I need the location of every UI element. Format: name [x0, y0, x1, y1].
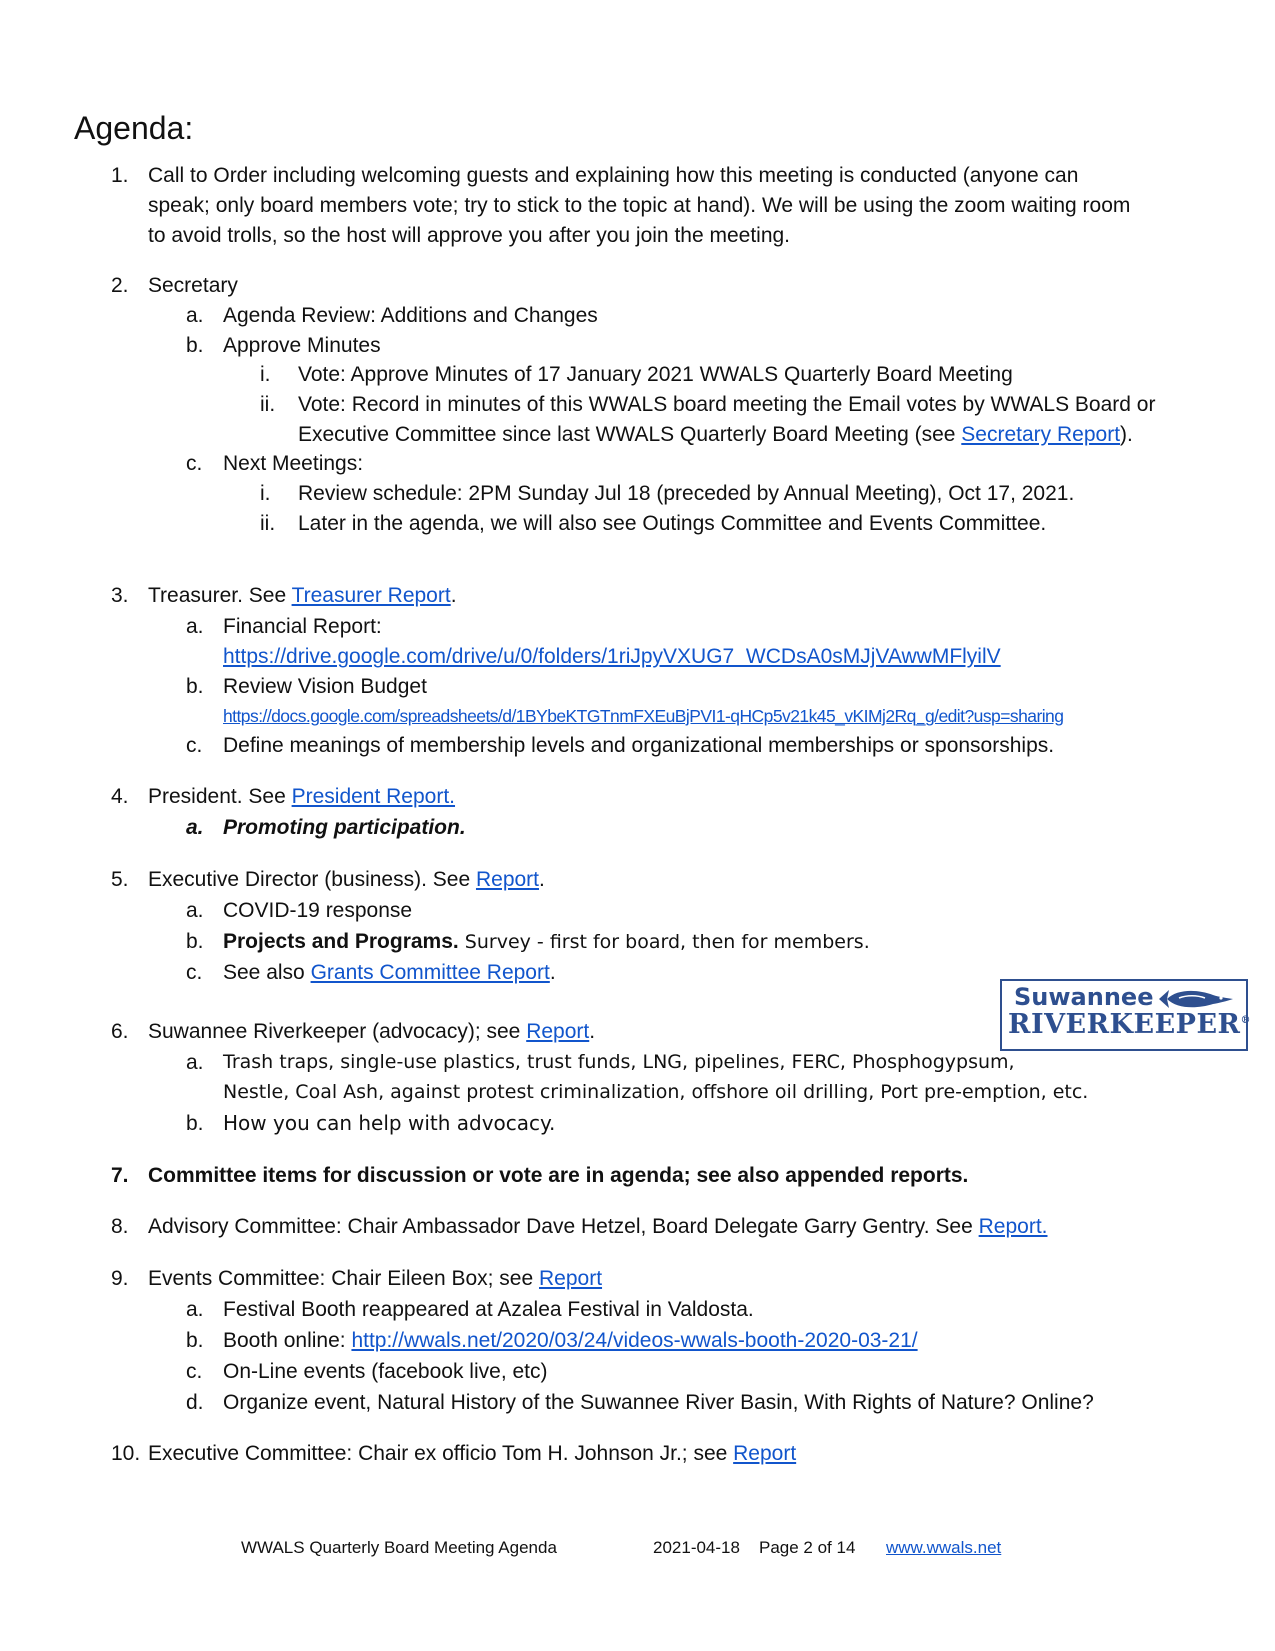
- text-run: .: [450, 584, 457, 607]
- subitem-letter: a.: [186, 899, 204, 922]
- item-number: 3.: [111, 584, 129, 607]
- subitem-letter: c.: [186, 961, 203, 984]
- text-run: President. See: [148, 785, 292, 808]
- subitem-text: On-Line events (facebook live, etc): [223, 1360, 548, 1383]
- subitem-letter: b.: [186, 1329, 204, 1352]
- logo-word: RIVERKEEPER: [1008, 1009, 1241, 1040]
- financial-report-url-link[interactable]: https://drive.google.com/drive/u/0/folders/1riJpyVXUG7_WCDsA0sMJjVAwwMFlyilV: [223, 645, 1001, 668]
- subitem-text: How you can help with advocacy.: [223, 1111, 556, 1135]
- text-run: ).: [1120, 423, 1133, 446]
- item-text-line: Call to Order including welcoming guests and explaining how this meeting is conducted (anyone can: [148, 164, 1079, 187]
- text-run: Suwannee Riverkeeper (advocacy); see: [148, 1020, 527, 1043]
- subsubitem-text: Later in the agenda, we will also see Outings Committee and Events Committee.: [298, 512, 1047, 535]
- subitem-letter: a.: [186, 304, 204, 327]
- events-report-link[interactable]: Report: [539, 1267, 603, 1290]
- item-text: Committee items for discussion or vote are in agenda; see also appended reports.: [148, 1164, 969, 1187]
- item-number: 2.: [111, 274, 129, 297]
- footer-date: 2021-04-18: [653, 1538, 740, 1557]
- footer-site-link[interactable]: www.wwals.net: [886, 1538, 1002, 1557]
- item-label: Secretary: [148, 274, 238, 297]
- subitem-letter: c.: [186, 452, 203, 475]
- subitem-text: Nestle, Coal Ash, against protest criminalization, offshore oil drilling, Port pre-emption, etc.: [223, 1081, 1089, 1103]
- subitem-text: Festival Booth reappeared at Azalea Festival in Valdosta.: [223, 1298, 754, 1321]
- text-run-bold: Projects and Programs.: [223, 930, 459, 953]
- subitem-letter: a.: [186, 1298, 204, 1321]
- subsubitem-text: [298, 419, 1238, 450]
- subsubitem-numeral: ii.: [260, 393, 276, 416]
- subitem-text: Approve Minutes: [223, 334, 381, 357]
- subitem-text: Financial Report:: [223, 615, 382, 638]
- subitem-text: Organize event, Natural History of the Suwannee River Basin, With Rights of Nature? Online?: [223, 1391, 1094, 1414]
- subitem-text: Define meanings of membership levels and organizational memberships or sponsorships.: [223, 734, 1055, 757]
- text-run: Advisory Committee: Chair Ambassador Dave Hetzel, Board Delegate Garry Gentry. See: [148, 1215, 979, 1238]
- item-text: [148, 580, 1228, 611]
- item-number: 10.: [111, 1442, 141, 1465]
- text-run: See also: [223, 961, 311, 984]
- subitem-letter: a.: [186, 1051, 204, 1074]
- item-number: 1.: [111, 164, 129, 187]
- item-text-line: speak; only board members vote; try to stick to the topic at hand). We will be using the zoom waiting room: [148, 194, 1131, 217]
- subsubitem-text: Vote: Record in minutes of this WWALS board meeting the Email votes by WWALS Board or: [298, 393, 1156, 416]
- item-number: 8.: [111, 1215, 129, 1238]
- vision-budget-url-link[interactable]: https://docs.google.com/spreadsheets/d/1BYbeKTGTnmFXEuBjPVI1-qHCp5v21k45_vKIMj2Rq_g/edit?usp=sharing: [223, 706, 1064, 726]
- text-run: .: [539, 868, 545, 891]
- secretary-report-link[interactable]: Secretary Report: [961, 423, 1121, 446]
- subitem-text: COVID-19 response: [223, 899, 413, 922]
- subitem-text: Agenda Review: Additions and Changes: [223, 304, 598, 327]
- text-run: Executive Director (business). See: [148, 868, 476, 891]
- item-number: 5.: [111, 868, 129, 891]
- text-run: Events Committee: Chair Eileen Box; see: [148, 1267, 540, 1290]
- executive-committee-report-link[interactable]: Report: [733, 1442, 797, 1465]
- executive-director-report-link[interactable]: Report: [475, 868, 539, 891]
- footer-page: Page 2 of 14: [759, 1538, 856, 1557]
- item-text: [148, 1263, 1228, 1294]
- subsubitem-numeral: i.: [260, 482, 271, 505]
- subitem-letter: d.: [186, 1391, 204, 1414]
- subsubitem-text: Vote: Approve Minutes of 17 January 2021 WWALS Quarterly Board Meeting: [298, 363, 1013, 386]
- subitem-letter: a.: [186, 816, 204, 839]
- item-text: [148, 1211, 1228, 1242]
- subsubitem-text: Review schedule: 2PM Sunday Jul 18 (preceded by Annual Meeting), Oct 17, 2021.: [298, 482, 1075, 505]
- subitem-letter: b.: [186, 930, 204, 953]
- subitem-letter: b.: [186, 334, 204, 357]
- subitem-text: Review Vision Budget: [223, 675, 427, 698]
- text-run: Executive Committee: Chair ex officio Tom H. Johnson Jr.; see: [148, 1442, 734, 1465]
- riverkeeper-report-link[interactable]: Report: [526, 1020, 590, 1043]
- item-text: [148, 1016, 1228, 1047]
- footer-title: WWALS Quarterly Board Meeting Agenda: [241, 1538, 557, 1557]
- subitem-letter: a.: [186, 615, 204, 638]
- text-run: Treasurer. See: [148, 584, 292, 607]
- subitem-text: [223, 926, 1233, 958]
- text-run: Executive Committee since last WWALS Quarterly Board Meeting (see: [298, 423, 962, 446]
- item-number: 6.: [111, 1020, 129, 1043]
- treasurer-report-link[interactable]: Treasurer Report: [291, 584, 451, 607]
- booth-online-url-link[interactable]: http://wwals.net/2020/03/24/videos-wwals-booth-2020-03-21/: [351, 1329, 918, 1352]
- registered-mark: ®: [1240, 1015, 1251, 1026]
- grants-committee-report-link[interactable]: Grants Committee Report: [310, 961, 550, 984]
- text-run: Survey - first for board, then for members.: [458, 931, 870, 953]
- president-report-link[interactable]: President Report.: [291, 785, 456, 808]
- item-number: 4.: [111, 785, 129, 808]
- subsubitem-numeral: ii.: [260, 512, 276, 535]
- text-run: .: [589, 1020, 596, 1043]
- item-text-line: to avoid trolls, so the host will approve you after you join the meeting.: [148, 224, 791, 247]
- subitem-text: Next Meetings:: [223, 452, 364, 475]
- subitem-letter: b.: [186, 1112, 204, 1135]
- subitem-letter: c.: [186, 734, 203, 757]
- subitem-text: [223, 1325, 1233, 1356]
- item-text: [148, 864, 1228, 895]
- logo-text-top: Suwannee: [1014, 983, 1154, 1011]
- item-number: 7.: [111, 1164, 129, 1187]
- subitem-letter: b.: [186, 675, 204, 698]
- page-title: Agenda:: [74, 110, 194, 146]
- subsubitem-numeral: i.: [260, 363, 271, 386]
- subitem-letter: c.: [186, 1360, 203, 1383]
- subitem-text: Promoting participation.: [223, 816, 466, 839]
- text-run: .: [549, 961, 556, 984]
- item-text: [148, 781, 1228, 812]
- subitem-text: Trash traps, single-use plastics, trust funds, LNG, pipelines, FERC, Phosphogypsum,: [223, 1051, 1015, 1073]
- text-run: Booth online:: [223, 1329, 352, 1352]
- item-text: [148, 1438, 1228, 1469]
- item-number: 9.: [111, 1267, 129, 1290]
- advisory-report-link[interactable]: Report.: [978, 1215, 1048, 1238]
